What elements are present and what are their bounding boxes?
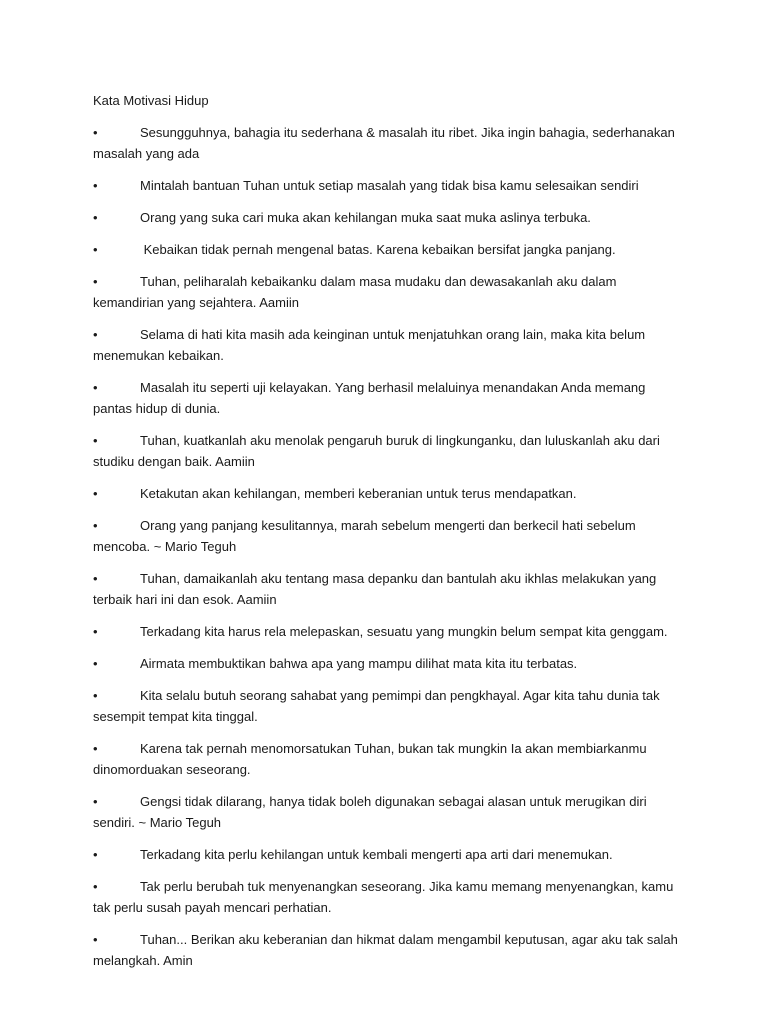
- list-item-text: Selama di hati kita masih ada keinginan untuk menjatuhkan orang lain, maka kita belum menemukan kebaikan.: [93, 327, 646, 363]
- list-item: [93, 377, 683, 419]
- list-item: [93, 929, 683, 971]
- list-item: [93, 844, 683, 865]
- list-item-text: Kita selalu butuh seorang sahabat yang pemimpi dan pengkhayal. Agar kita tahu dunia tak sesempit tempat kita tinggal.: [93, 688, 660, 724]
- list-item-text: Gengsi tidak dilarang, hanya tidak boleh digunakan sebagai alasan untuk merugikan diri sendiri. ~ Mario Teguh: [93, 794, 647, 830]
- list-item: [93, 791, 683, 833]
- bullet-icon: •: [93, 178, 98, 193]
- bullet-icon: •: [93, 486, 98, 501]
- list-item-text: Orang yang panjang kesulitannya, marah sebelum mengerti dan berkecil hati sebelum mencoba. ~ Mario Teguh: [93, 518, 636, 554]
- list-item: [93, 685, 683, 727]
- bullet-icon: •: [93, 879, 98, 894]
- list-item: [93, 876, 683, 918]
- bullet-icon: •: [93, 518, 98, 533]
- bullet-icon: •: [93, 847, 98, 862]
- list-item-text: Mintalah bantuan Tuhan untuk setiap masalah yang tidak bisa kamu selesaikan sendiri: [140, 178, 639, 193]
- quote-list: [93, 122, 683, 971]
- list-item-text: Ketakutan akan kehilangan, memberi keberanian untuk terus mendapatkan.: [140, 486, 577, 501]
- bullet-icon: •: [93, 125, 98, 140]
- list-item: [93, 515, 683, 557]
- bullet-icon: •: [93, 688, 98, 703]
- bullet-icon: •: [93, 794, 98, 809]
- bullet-icon: •: [93, 433, 98, 448]
- document-page: [93, 90, 683, 982]
- bullet-icon: •: [93, 624, 98, 639]
- list-item-text: Tuhan... Berikan aku keberanian dan hikmat dalam mengambil keputusan, agar aku tak salah melangkah. Amin: [93, 932, 678, 968]
- bullet-icon: •: [93, 656, 98, 671]
- list-item-text: Kebaikan tidak pernah mengenal batas. Karena kebaikan bersifat jangka panjang.: [140, 242, 616, 257]
- list-item-text: Orang yang suka cari muka akan kehilangan muka saat muka aslinya terbuka.: [140, 210, 591, 225]
- list-item-text: Masalah itu seperti uji kelayakan. Yang berhasil melaluinya menandakan Anda memang pantas hidup di dunia.: [93, 380, 646, 416]
- bullet-icon: •: [93, 327, 98, 342]
- list-item-text: Karena tak pernah menomorsatukan Tuhan, bukan tak mungkin Ia akan membiarkanmu dinomorduakan seseorang.: [93, 741, 647, 777]
- list-item-text: Tak perlu berubah tuk menyenangkan seseorang. Jika kamu memang menyenangkan, kamu tak perlu susah payah mencari perhatian.: [93, 879, 674, 915]
- bullet-icon: •: [93, 274, 98, 289]
- list-item: [93, 239, 683, 260]
- bullet-icon: •: [93, 741, 98, 756]
- list-item: [93, 271, 683, 313]
- list-item-text: Terkadang kita harus rela melepaskan, sesuatu yang mungkin belum sempat kita genggam.: [140, 624, 668, 639]
- list-item: [93, 207, 683, 228]
- list-item: [93, 324, 683, 366]
- list-item: [93, 568, 683, 610]
- list-item-text: Airmata membuktikan bahwa apa yang mampu dilihat mata kita itu terbatas.: [140, 656, 578, 671]
- list-item-text: Tuhan, peliharalah kebaikanku dalam masa mudaku dan dewasakanlah aku dalam kemandirian yang sejahtera. Aamiin: [93, 274, 617, 310]
- bullet-icon: •: [93, 571, 98, 586]
- list-item: [93, 483, 683, 504]
- list-item: [93, 122, 683, 164]
- bullet-icon: •: [93, 210, 98, 225]
- list-item: [93, 738, 683, 780]
- document-title: Kata Motivasi Hidup: [93, 93, 209, 108]
- bullet-icon: •: [93, 242, 98, 257]
- list-item: [93, 430, 683, 472]
- list-item: [93, 175, 683, 196]
- list-item-text: Terkadang kita perlu kehilangan untuk kembali mengerti apa arti dari menemukan.: [140, 847, 613, 862]
- list-item-text: Tuhan, damaikanlah aku tentang masa depanku dan bantulah aku ikhlas melakukan yang terbaik hari ini dan esok. Aamiin: [93, 571, 657, 607]
- list-item-text: Sesungguhnya, bahagia itu sederhana & masalah itu ribet. Jika ingin bahagia, sederhanakan masalah yang ada: [93, 125, 675, 161]
- bullet-icon: •: [93, 380, 98, 395]
- bullet-icon: •: [93, 932, 98, 947]
- list-item: [93, 653, 683, 674]
- list-item-text: Tuhan, kuatkanlah aku menolak pengaruh buruk di lingkunganku, dan luluskanlah aku dari studiku dengan baik. Aamiin: [93, 433, 660, 469]
- list-item: [93, 621, 683, 642]
